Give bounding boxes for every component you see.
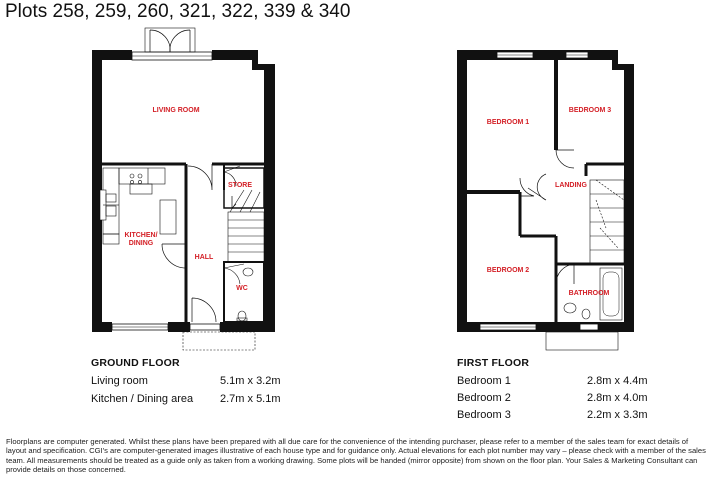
label-landing: LANDING <box>555 182 587 189</box>
ground-floor-plan <box>92 28 275 350</box>
bed1-door-swing <box>556 150 574 168</box>
front-door-swing <box>192 298 216 322</box>
first-room-size: 2.2m x 3.3m <box>587 409 648 421</box>
ground-wall-right <box>264 64 275 332</box>
porch-roof <box>546 332 618 350</box>
label-bedroom-1: BEDROOM 1 <box>486 119 530 126</box>
first-floor-plan <box>457 50 634 350</box>
dining-table <box>160 200 176 234</box>
wc-basin <box>243 268 253 276</box>
french-door-swing <box>150 30 170 52</box>
ground-wall-bottom <box>92 322 112 332</box>
bath-toilet <box>582 309 590 319</box>
front-porch <box>183 332 255 350</box>
first-room-name: Bedroom 1 <box>457 375 511 387</box>
ground-room-name: Kitchen / Dining area <box>91 393 194 405</box>
label-bathroom: BATHROOM <box>568 290 610 297</box>
label-kitchen-line2: DINING <box>128 240 154 247</box>
label-hall: HALL <box>194 254 214 261</box>
label-store: STORE <box>228 182 252 189</box>
first-room-name: Bedroom 3 <box>457 409 511 421</box>
living-door-swing <box>188 164 212 190</box>
ground-floor-heading: GROUND FLOOR <box>91 357 180 369</box>
label-bedroom-3: BEDROOM 3 <box>568 107 612 114</box>
bath-basin <box>564 303 576 313</box>
ground-room-size: 2.7m x 5.1m <box>220 393 281 405</box>
first-wall-top <box>457 50 612 60</box>
wc-toilet <box>238 311 246 321</box>
first-wall-left <box>457 50 467 332</box>
first-room-size: 2.8m x 4.0m <box>587 392 648 404</box>
label-living-room: LIVING ROOM <box>152 107 200 114</box>
kitchen-door-swing <box>162 244 186 268</box>
ground-wall-top-left <box>92 50 132 60</box>
ground-room-name: Living room <box>91 375 148 387</box>
bathroom-door-swing <box>556 264 574 284</box>
bed2-door-swing <box>520 178 534 196</box>
ground-room-size: 5.1m x 3.2m <box>220 375 281 387</box>
first-room-name: Bedroom 2 <box>457 392 511 404</box>
label-kitchen-line1: KITCHEN/ <box>124 232 158 239</box>
page-title: Plots 258, 259, 260, 321, 322, 339 & 340 <box>5 1 351 22</box>
ground-wall-top-right <box>212 50 258 60</box>
first-wall-right <box>624 64 634 332</box>
label-bedroom-2: BEDROOM 2 <box>486 267 530 274</box>
first-stairs <box>590 180 624 264</box>
wc-room <box>224 262 264 322</box>
first-floor-heading: FIRST FLOOR <box>457 357 530 369</box>
first-room-size: 2.8m x 4.4m <box>587 375 648 387</box>
disclaimer-text: Floorplans are computer generated. Whilst these plans have been prepared with all due care for the convenience of the intending purchaser, please refer to a member of the sales team for exact details of layout and specification. CGI's are computer-generated images illustrative of each house type and for guidance only. Actual elevations for each plot number may vary – please check with a member of the sales team. All measurements should be treated as a guide only as taken from a working drawing. Some plots will be handed (mirror opposite) from shown on the floor plan. Your Sales & Marketing Consultant can provide details on those concerned. <box>6 437 706 475</box>
label-wc: WC <box>236 285 248 292</box>
ground-stairs <box>228 190 264 262</box>
